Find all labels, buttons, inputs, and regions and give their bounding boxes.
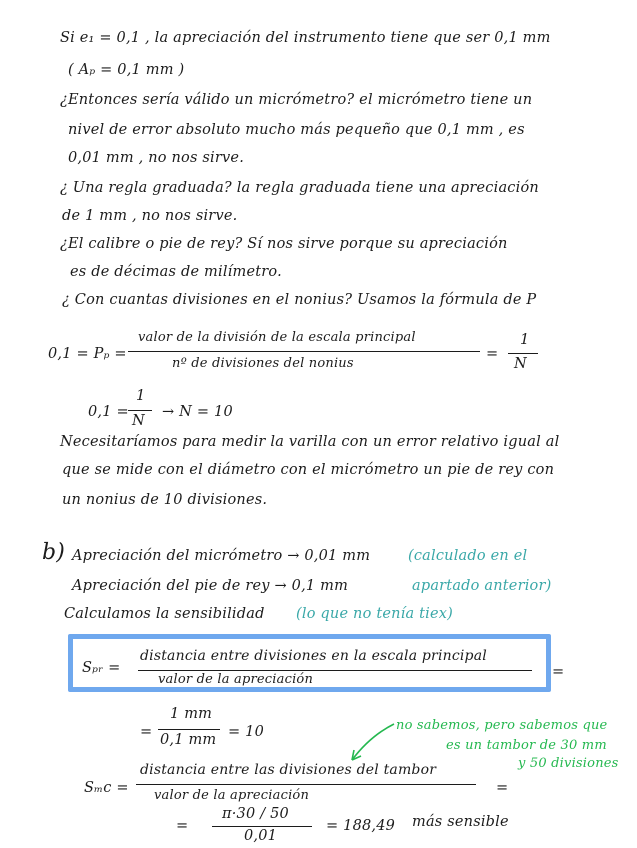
fraction-denominator: 0,1 mm (160, 732, 217, 748)
side-note: apartado anterior) (412, 578, 552, 594)
fraction-denominator: 0,01 (244, 828, 278, 844)
formula-lhs: 0,1 = Pₚ = (48, 346, 127, 362)
text-line: ¿ Una regla graduada? la regla graduada tiene una apreciación (60, 180, 539, 196)
formula-numerator: valor de la división de la escala principal (138, 330, 416, 345)
text-line: 0,01 mm , no nos sirve. (68, 150, 245, 166)
side-note: más sensible (412, 814, 509, 830)
text-line: ( Aₚ = 0,1 mm ) (68, 62, 185, 78)
side-note: (calculado en el (408, 548, 528, 564)
fraction-bar (128, 351, 480, 352)
formula-denominator: valor de la apreciación (154, 788, 310, 803)
equals-sign: = (140, 724, 153, 740)
side-note: (lo que no tenía tiex) (296, 606, 454, 622)
fraction-denominator: N (514, 356, 527, 372)
text-line: ¿Entonces sería válido un micrómetro? el micrómetro tiene un (60, 92, 533, 108)
equals-sign: = (176, 818, 189, 834)
formula-denominator: valor de la apreciación (158, 672, 314, 687)
fraction-numerator: 1 (136, 388, 146, 404)
formula-numerator: distancia entre divisiones en la escala principal (140, 648, 487, 664)
text-line: de 1 mm , no nos sirve. (62, 208, 238, 224)
fraction-bar (138, 670, 532, 671)
fraction-denominator: N (132, 413, 145, 429)
section-label: b) (42, 540, 66, 565)
formula-numerator: distancia entre las divisiones del tambor (140, 762, 437, 778)
text-line: es de décimas de milímetro. (70, 264, 282, 280)
formula-rhs: = 10 (228, 724, 265, 740)
fraction-numerator: 1 mm (170, 706, 213, 722)
formula-lhs: Sₚᵣ = (82, 660, 121, 676)
text-line: un nonius de 10 divisiones. (62, 492, 268, 508)
equals-sign: = (486, 346, 499, 362)
text-line: Calculamos la sensibilidad (64, 606, 265, 622)
text-line: ¿ Con cuantas divisiones en el nonius? Usamos la fórmula de P (62, 292, 537, 308)
side-note: no sabemos, pero sabemos que (396, 718, 608, 733)
formula-rhs: = 188,49 (326, 818, 396, 834)
formula-rhs: → N = 10 (162, 404, 233, 420)
fraction-numerator: 1 (520, 332, 530, 348)
equals-sign: = (552, 664, 565, 680)
formula-lhs: Sₘc = (84, 780, 129, 796)
text-line: Apreciación del micrómetro → 0,01 mm (72, 548, 371, 564)
fraction-bar (158, 729, 220, 730)
fraction-numerator: π·30 / 50 (222, 806, 289, 822)
side-note: y 50 divisiones (518, 756, 619, 771)
fraction-bar (212, 826, 312, 827)
arrow-icon (340, 718, 400, 768)
fraction-bar (128, 410, 152, 411)
side-note: es un tambor de 30 mm (446, 738, 607, 753)
text-line: ¿El calibre o pie de rey? Sí nos sirve porque su apreciación (60, 236, 508, 252)
text-line: Necesitaríamos para medir la varilla con un error relativo igual al (60, 434, 560, 450)
text-line: Si e₁ = 0,1 , la apreciación del instrumento tiene que ser 0,1 mm (60, 30, 551, 46)
text-line: nivel de error absoluto mucho más pequeño que 0,1 mm , es (68, 122, 525, 138)
text-line: que se mide con el diámetro con el micrómetro un pie de rey con (62, 462, 555, 478)
fraction-bar (508, 353, 538, 354)
formula-denominator: nº de divisiones del nonius (172, 356, 354, 371)
text-line: Apreciación del pie de rey → 0,1 mm (72, 578, 349, 594)
fraction-bar (136, 784, 476, 785)
formula-lhs: 0,1 = (88, 404, 129, 420)
equals-sign: = (496, 780, 509, 796)
